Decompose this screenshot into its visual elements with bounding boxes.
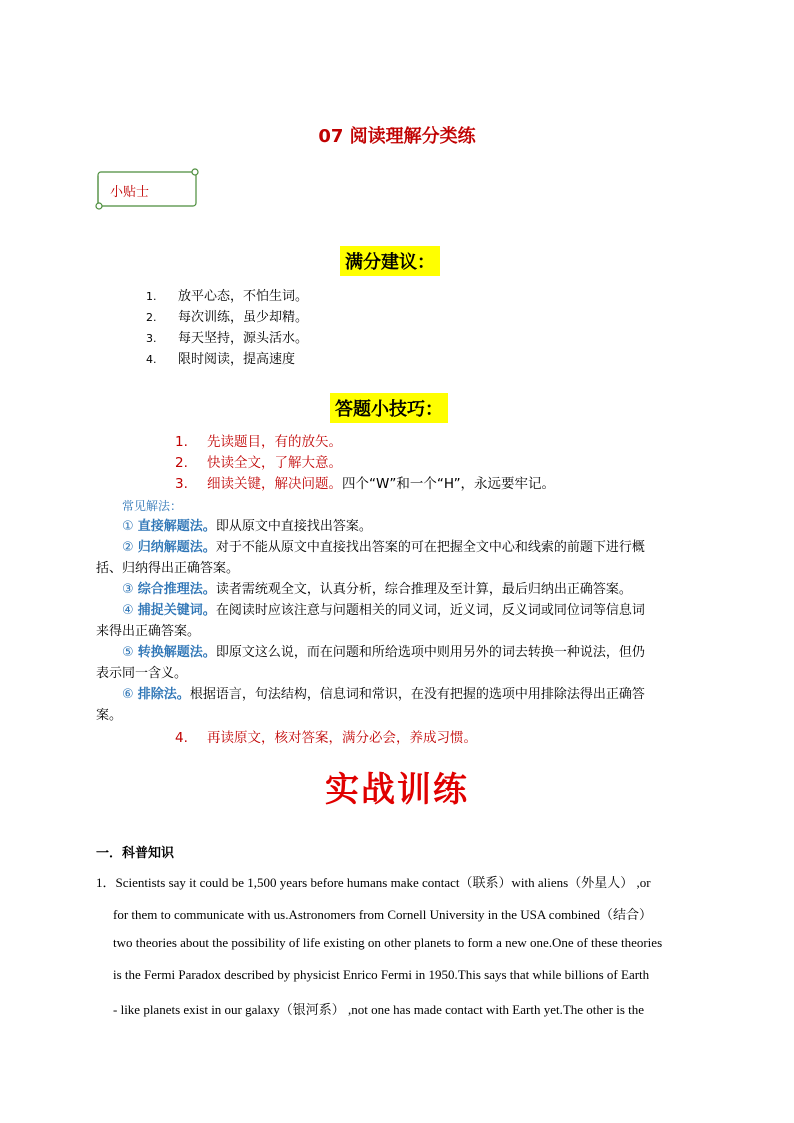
method-item: ① 直接解题法。即从原文中直接找出答案。 (122, 519, 372, 534)
passage-line: two theories about the possibility of life existing on other planets to form a new one.One of these theories (113, 935, 663, 950)
advice-heading: 满分建议： (340, 246, 440, 276)
passage-line: is the Fermi Paradox described by physicist Enrico Fermi in 1950.This says that while billions of Earth (113, 967, 650, 982)
passage-line: 1．Scientists say it could be 1,500 years before humans make contact（联系）with aliens（外星人） ,or (96, 875, 651, 890)
methods-label: 常见解法： (122, 499, 183, 513)
list-item: 2. 每次训练，虽少却精。 (146, 310, 309, 325)
list-item: 3. 细读关键，解决问题。四个“W”和一个“H”，永远要牢记。 (175, 476, 556, 492)
list-item: 4. 限时阅读，提高速度 (146, 352, 296, 367)
tip-label: 小贴士 (110, 185, 150, 200)
tips-final-step: 4. 再读原文，核对答案，满分必会，养成习惯。 (175, 730, 477, 746)
document-title: 07 阅读理解分类练 (318, 126, 476, 147)
list-item: 3. 每天坚持，源头活水。 (146, 331, 309, 346)
list-item: 2. 快读全文，了解大意。 (175, 455, 342, 471)
method-item: ⑥ 排除法。根据语言，句法结构，信息词和常识，在没有把握的选项中用排除法得出正确答 案。 (96, 687, 645, 723)
section-heading: 一．科普知识 (96, 846, 175, 861)
list-item: 1. 放平心态，不怕生词。 (146, 289, 309, 304)
tips-steps (175, 432, 555, 495)
list-item: 1. 先读题目，有的放矢。 (175, 434, 342, 450)
method-item: ④ 捕捉关键词。在阅读时应该注意与问题相关的同义词，近义词，反义词或同位词等信息词 来得出正确答案。 (96, 603, 645, 639)
method-item: ⑤ 转换解题法。即原文这么说，而在问题和所给选项中则用另外的词去转换一种说法，但仍 表示同一含义。 (96, 645, 645, 681)
method-item: ③ 综合推理法。读者需统观全文，认真分析，综合推理及至计算，最后归纳出正确答案。 (122, 582, 632, 597)
practice-title: 实战训练 (325, 770, 469, 810)
tips-heading: 答题小技巧： (330, 393, 448, 423)
method-item: ② 归纳解题法。对于不能从原文中直接找出答案的可在把握全文中心和线索的前题下进行概 括、归纳得出正确答案。 (96, 540, 645, 576)
passage-line: for them to communicate with us.Astronomers from Cornell University in the USA combined（结合） (113, 907, 653, 922)
advice-list (146, 286, 308, 370)
passage-line: - like planets exist in our galaxy（银河系） ,not one has made contact with Earth yet.The other is the (113, 1002, 645, 1017)
